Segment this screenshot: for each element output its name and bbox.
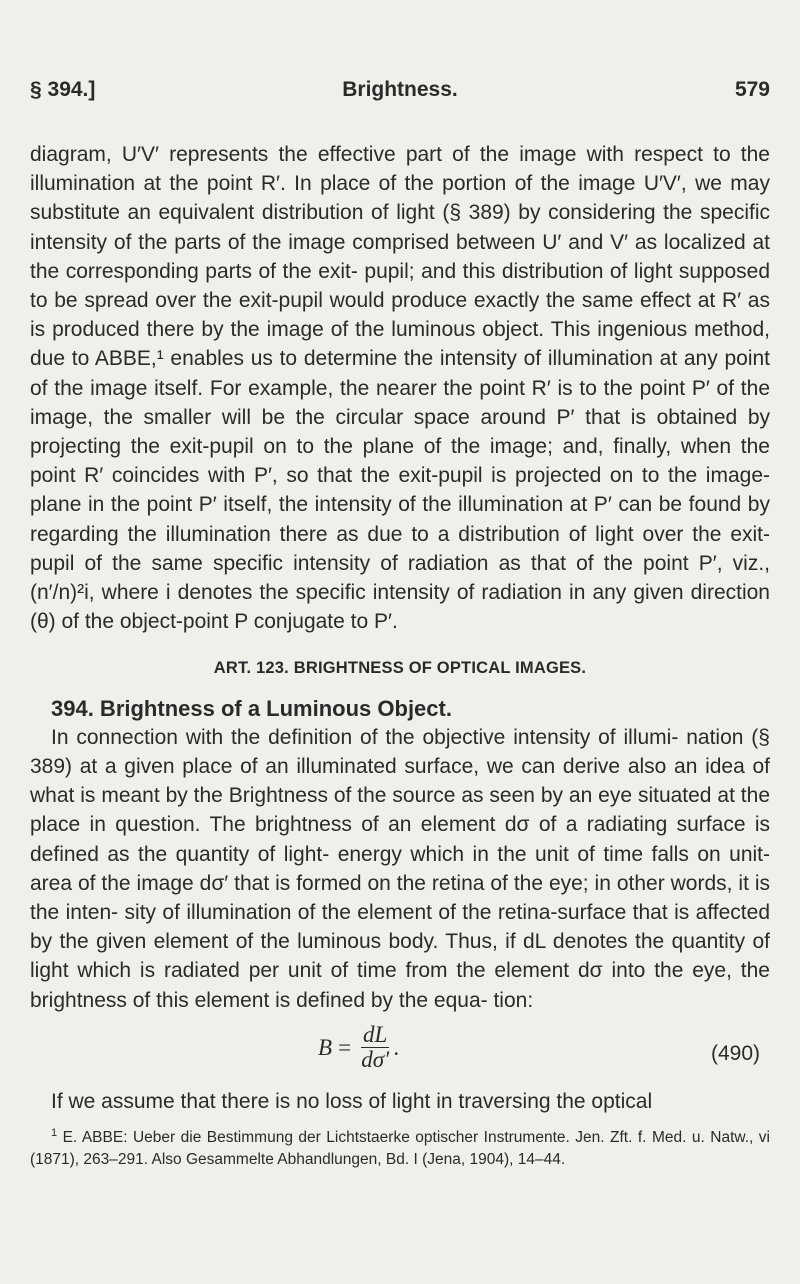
p1-line: diagram, U′V′ represents the effective part of the image with respect to	[30, 143, 731, 166]
p2-line: tion:	[493, 988, 534, 1012]
equation-fraction	[361, 1023, 389, 1072]
footnote-line: E. ABBE: Ueber die Bestimmung der Lichtstaerke optischer Instrumente. Jen. Zft.	[62, 1129, 633, 1147]
footnote-line: 1904), 14–44.	[469, 1151, 566, 1169]
p2-line: by the given element of the luminous body. Thus, if dL denotes the	[30, 930, 665, 954]
p2-line: quantity of light which is radiated per unit of time from the element	[30, 930, 770, 983]
p1-line: U′V′, we may substitute an equivalent distribution of light (§ 389) by	[30, 172, 770, 225]
equation-numerator: dL	[363, 1021, 388, 1047]
header-title: Brightness.	[342, 78, 458, 101]
p2-line: also an idea of what is meant by the Brightness of the source as seen	[30, 755, 770, 808]
p1-line: that the exit-pupil is projected on to the image-plane in the point P′	[30, 464, 770, 517]
p2-line: by an eye situated at the place in question. The brightness of an	[30, 784, 770, 837]
running-header	[30, 78, 770, 110]
paragraph-continuation	[30, 140, 770, 636]
article-heading: ART. 123. BRIGHTNESS OF OPTICAL IMAGES.	[213, 659, 587, 678]
p1-line: P′, viz., (n′/n)²i, where i denotes the specific intensity of radiation in	[30, 551, 770, 605]
p1-line: due to ABBE,¹ enables us to determine the intensity of illumination	[30, 347, 653, 371]
equation-body	[318, 1023, 399, 1072]
p2-line: nation (§ 389) at a given place of an illuminated surface, we can derive	[30, 725, 770, 779]
footnote-line: f. Med. u. Natw., vi (1871), 263–291. Also Gesammelte Abhandlungen, Bd. I (Jena,	[30, 1129, 770, 1169]
paragraph-loss-assumption: If we assume that there is no loss of light in traversing the optical	[51, 1089, 653, 1113]
p1-line: pupil of the same specific intensity of radiation as that of the point	[30, 551, 689, 575]
p2-line: that is formed on the retina of the eye; in other words, it is the inten-	[30, 871, 770, 925]
paragraph-brightness-definition	[30, 723, 770, 1015]
footnote	[30, 1122, 770, 1171]
p1-line: around P′ that is obtained by projecting the exit-pupil on to the plane	[30, 405, 771, 459]
p1-line: at any point of the image itself. For example, the nearer the point	[30, 347, 770, 400]
equation-lhs: B	[318, 1034, 333, 1060]
p2-line: energy which in the unit of time falls on unit-area of the image dσ′	[30, 842, 770, 895]
body-text	[30, 140, 770, 1171]
p1-line: considering the specific intensity of the parts of the image comprised	[30, 201, 770, 254]
p2-line: In connection with the definition of the objective intensity of illumi-	[51, 725, 679, 749]
p2-line: sity of illumination of the element of the retina-surface that is affected	[124, 901, 770, 925]
equation-denominator: dσ′	[361, 1046, 390, 1072]
p1-line: there by the image of the luminous object. This ingenious method,	[146, 318, 770, 342]
p1-line: pupil; and this distribution of light supposed to be spread over the	[30, 259, 771, 313]
equation-number: (490)	[710, 1041, 760, 1065]
p1-line: R′ is to the point P′ of the image, the smaller will be the circular space	[30, 376, 770, 429]
p1-line: itself, the intensity of the illumination at P′ can be found by regarding	[30, 493, 770, 546]
p1-line: the illumination at the point R′. In place of the portion of the image	[30, 143, 770, 196]
section-heading: 394. Brightness of a Luminous Object.	[51, 695, 452, 721]
p1-line: exit-pupil would produce exactly the same effect at R′ as is produced	[30, 289, 770, 342]
p2-line: dσ into the eye, the brightness of this element is defined by the equa-	[30, 959, 770, 1012]
equation-period: .	[393, 1034, 400, 1060]
p1-line: between U′ and V′ as localized at the corresponding parts of the exit-	[30, 230, 770, 283]
p1-line: the illumination there as due to a distribution of light over the exit-	[127, 522, 771, 546]
p2-line: element dσ of a radiating surface is defined as the quantity of light-	[30, 813, 771, 866]
equation-equals: =	[338, 1034, 352, 1060]
header-page-number: 579	[734, 78, 770, 101]
header-section: § 394.]	[30, 78, 96, 101]
page	[30, 78, 770, 1171]
footnote-mark: 1	[51, 1127, 58, 1140]
equation-490	[30, 1017, 770, 1087]
p1-line: any given direction (θ) of the object-point P conjugate to P′.	[30, 581, 770, 634]
p1-line: of the image; and, finally, when the point R′ coincides with P′, so	[30, 435, 770, 488]
